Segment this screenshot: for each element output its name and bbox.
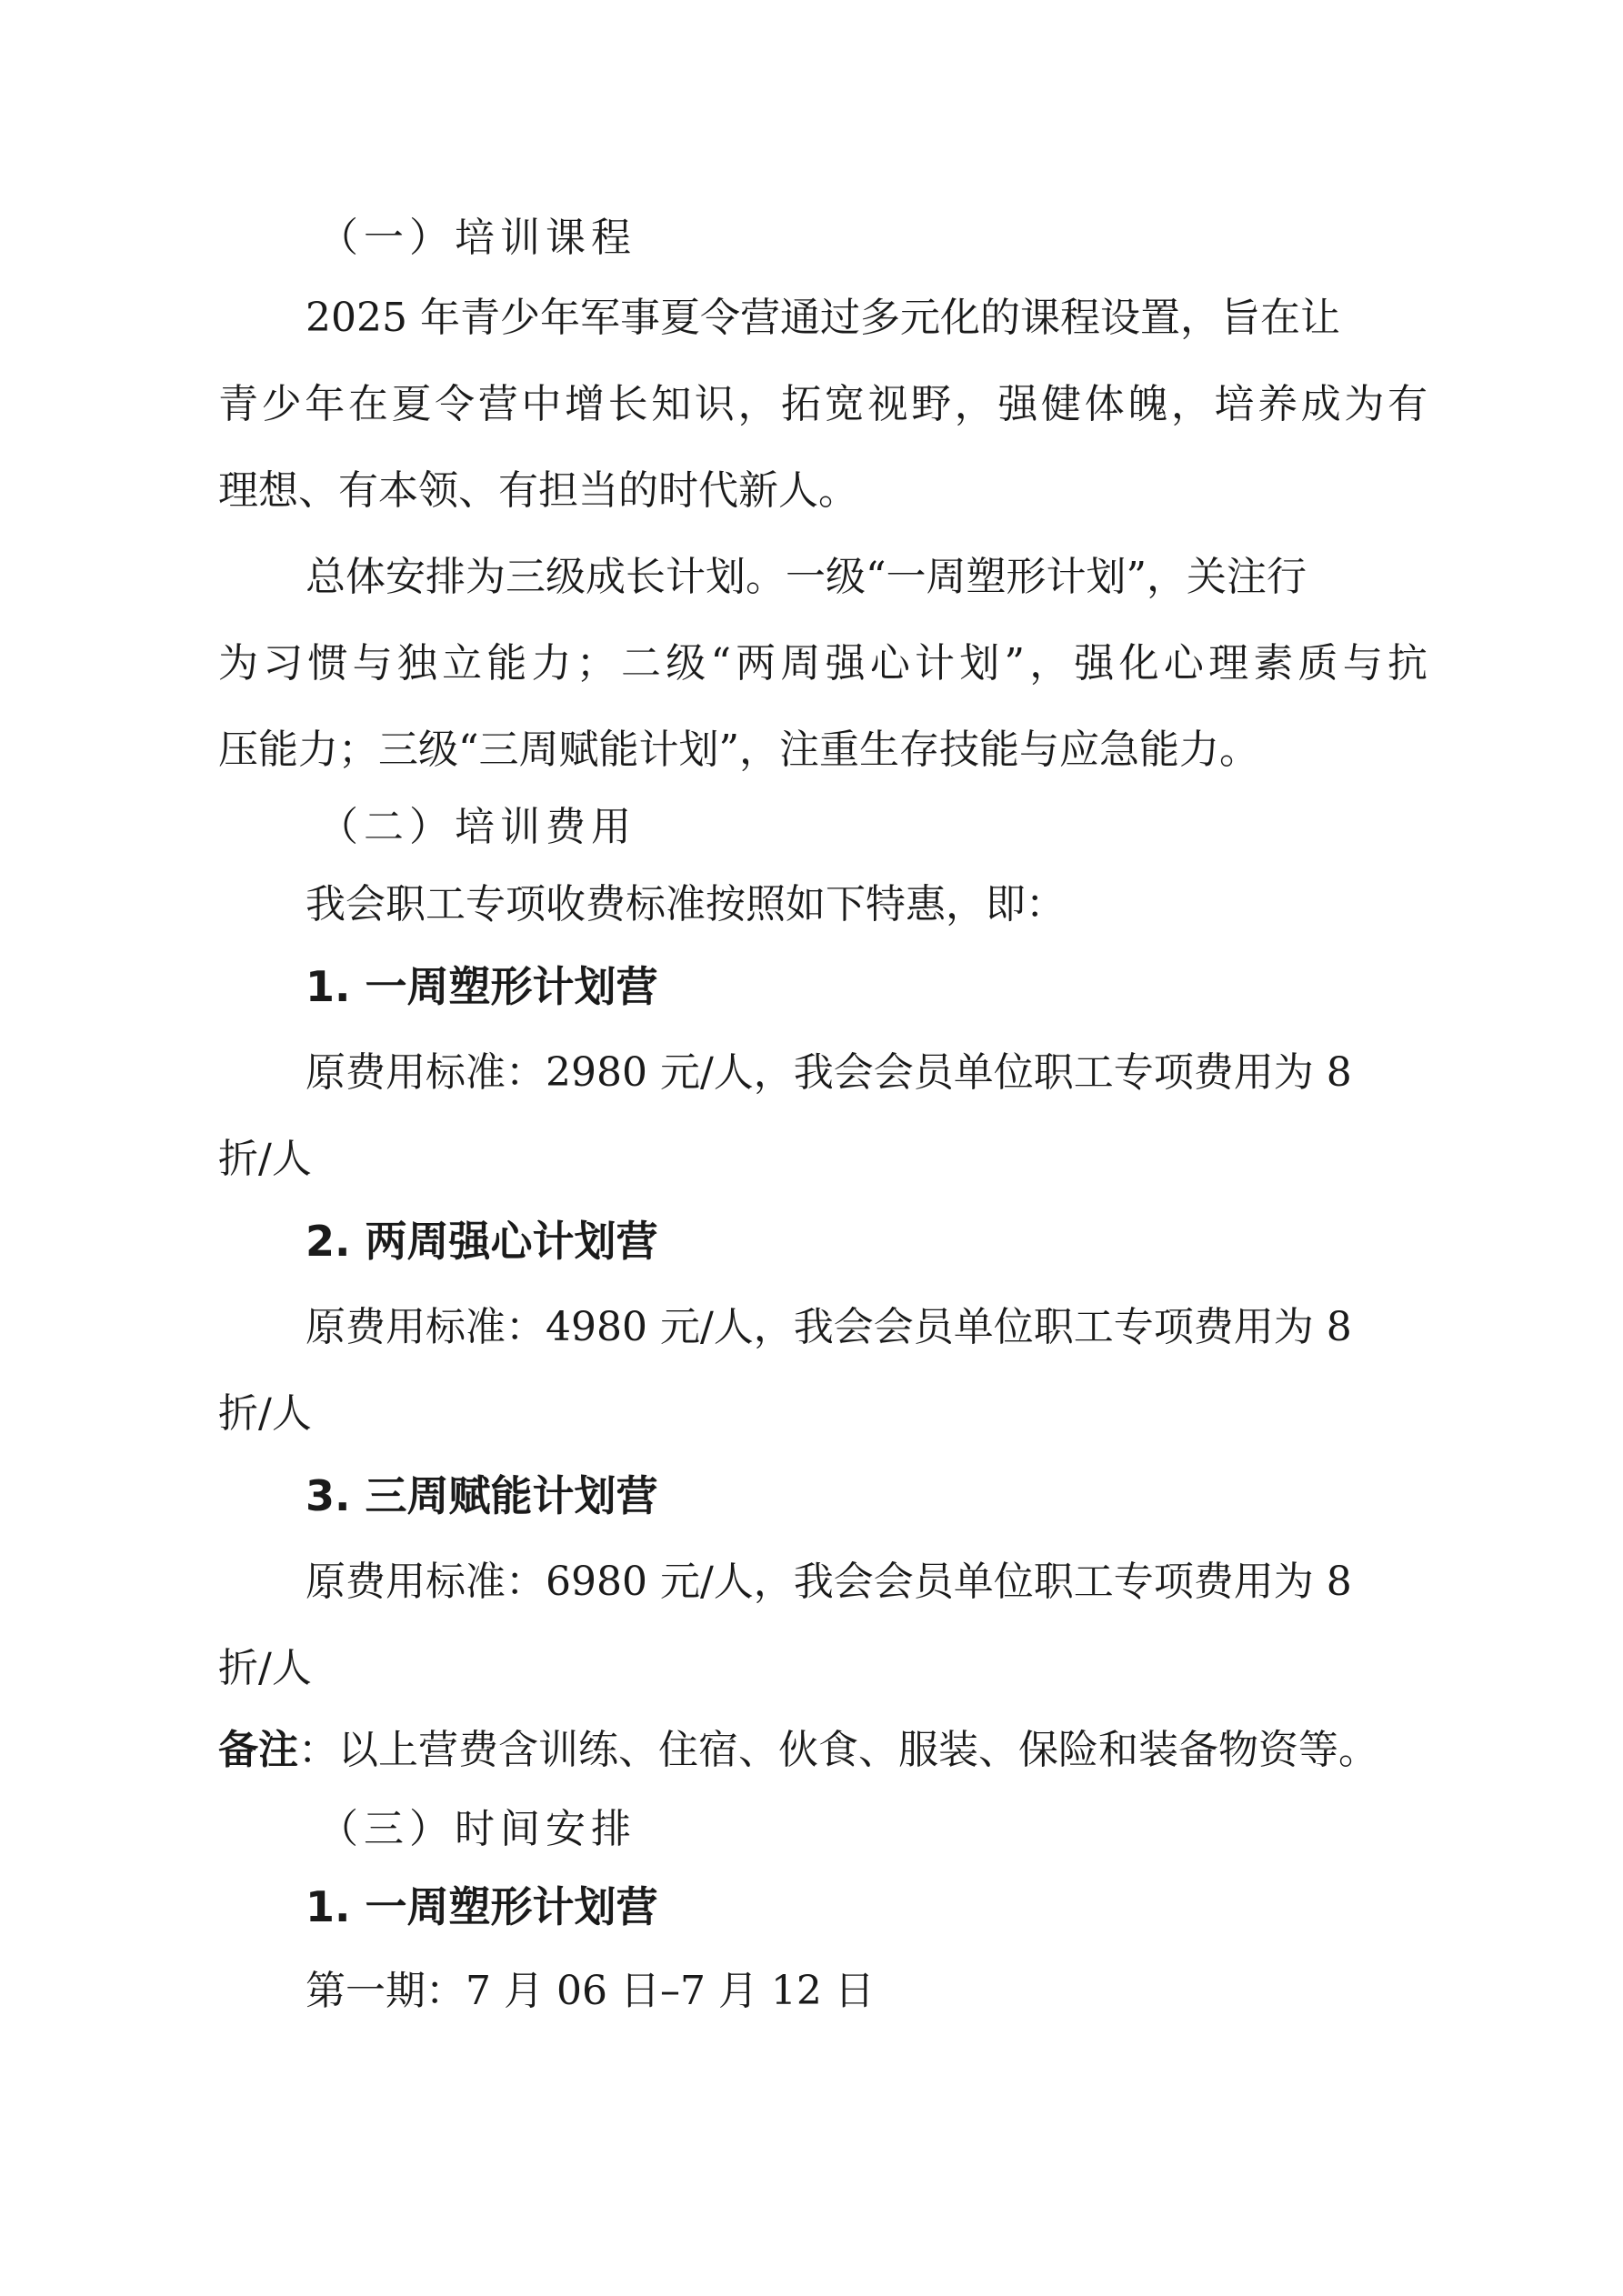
section-heading-courses: （一）培训课程 (318, 215, 636, 261)
fee-line: 原费用标准：4980 元/人，我会会员单位职工专项费用为 8 (306, 1304, 1352, 1350)
note-text: ：以上营费含训练、住宿、伙食、服装、保险和装备物资等。 (298, 1727, 1378, 1773)
paragraph-line: 理想、有本领、有担当的时代新人。 (218, 467, 858, 514)
fee-line: 折/人 (218, 1390, 312, 1437)
fees-note (218, 1723, 1378, 1778)
paragraph-line: 为习惯与独立能力；二级“两周强心计划”，强化心理素质与抗 (218, 640, 1428, 687)
paragraph-line: 青少年在夏令营中增长知识，拓宽视野，强健体魄，培养成为有 (218, 381, 1428, 427)
paragraph-line: 压能力；三级“三周赋能计划”，注重生存技能与应急能力。 (218, 727, 1259, 773)
fee-line: 原费用标准：6980 元/人，我会会员单位职工专项费用为 8 (306, 1559, 1352, 1605)
fee-title-3: 3. 三周赋能计划营 (306, 1471, 658, 1520)
fee-line: 折/人 (218, 1645, 312, 1691)
paragraph-line: 2025 年青少年军事夏令营通过多元化的课程设置，旨在让 (306, 295, 1340, 341)
fee-line: 折/人 (218, 1136, 312, 1182)
note-label: 备注 (218, 1727, 298, 1773)
section-heading-fees: （二）培训费用 (318, 804, 636, 850)
fee-title-1: 1. 一周塑形计划营 (306, 962, 658, 1011)
paragraph-line: 总体安排为三级成长计划。一级“一周塑形计划”，关注行 (306, 554, 1307, 600)
section-heading-schedule: （三）时间安排 (318, 1806, 636, 1852)
schedule-period: 第一期：7 月 06 日–7 月 12 日 (306, 1968, 875, 2014)
fees-intro: 我会职工专项收费标准按照如下特惠，即： (306, 881, 1066, 927)
schedule-title-1: 1. 一周塑形计划营 (306, 1882, 658, 1931)
fee-line: 原费用标准：2980 元/人，我会会员单位职工专项费用为 8 (306, 1049, 1352, 1096)
fee-title-2: 2. 两周强心计划营 (306, 1217, 658, 1266)
